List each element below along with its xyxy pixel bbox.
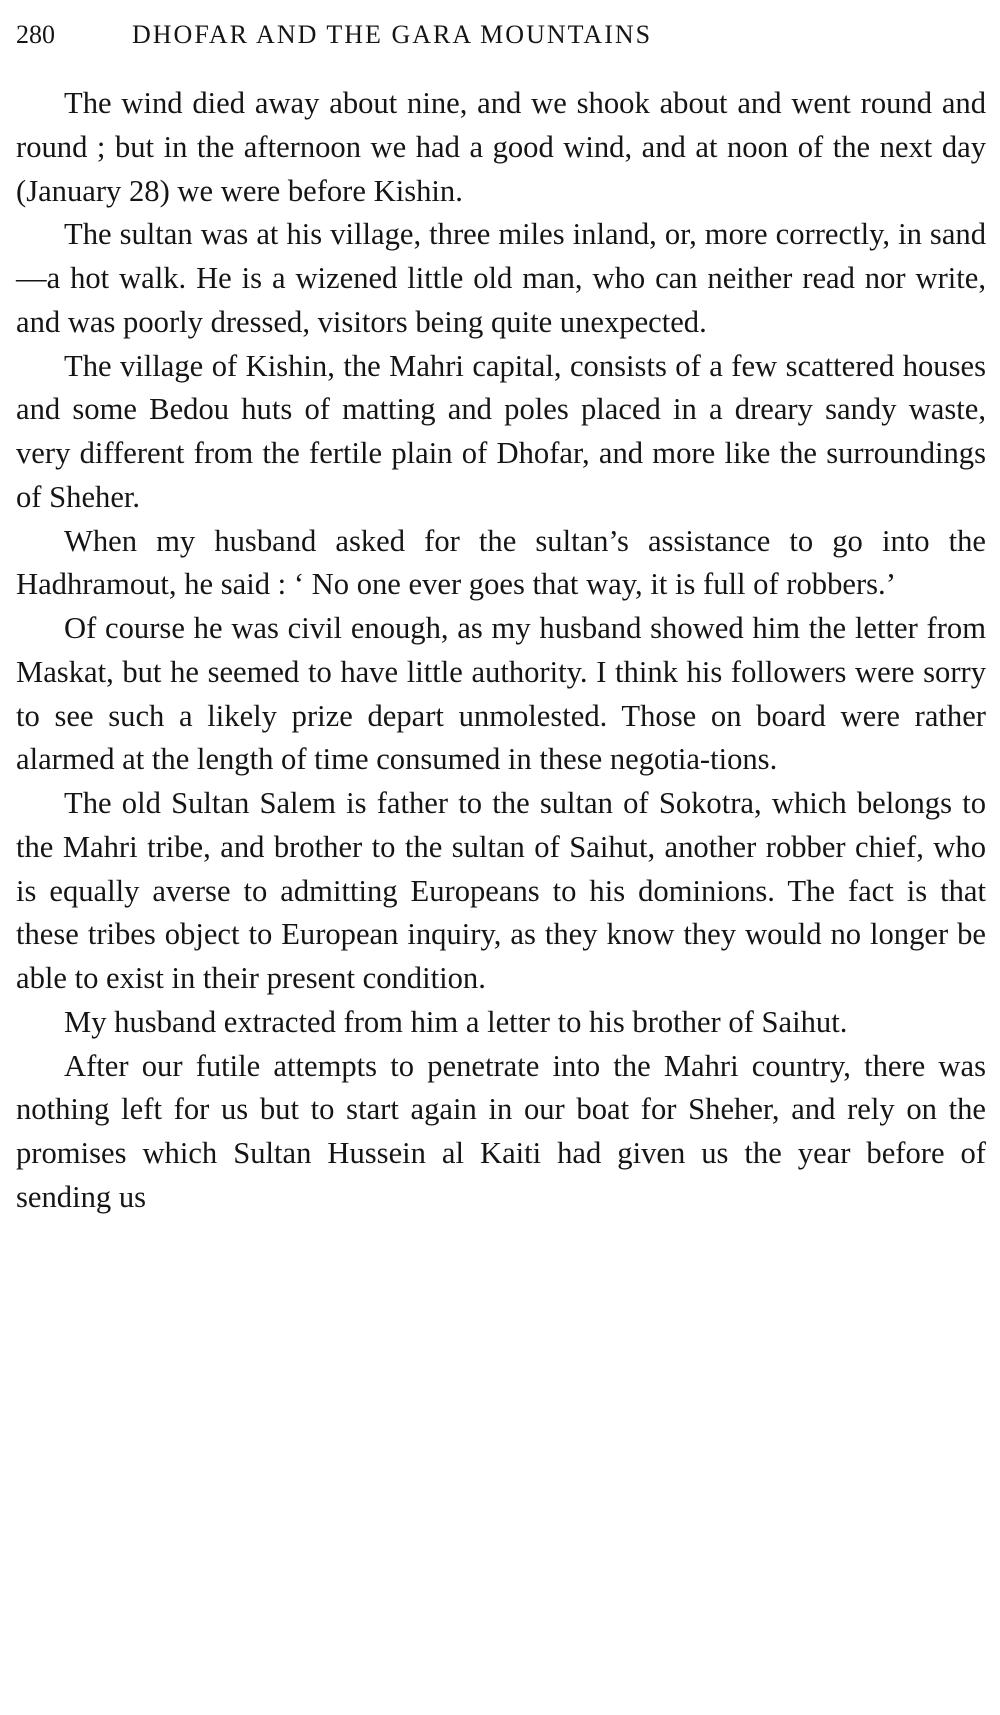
body-text — [16, 82, 986, 1220]
paragraph-kishin-village: The village of Kishin, the Mahri capital, consists of a few scattered houses and some Bedou huts of matting and poles placed in a dreary sandy waste, very different from the fertile plain of Dhofar, and more like the surroundings of Sheher. — [16, 348, 986, 514]
paragraph-sultan-village: The sultan was at his village, three miles inland, or, more correctly, in sand—a hot walk. He is a wizened little old man, who can neither read nor write, and was poorly dressed, visitors being quite unexpected. — [16, 217, 986, 339]
paragraph-assistance-request: When my husband asked for the sultan’s assistance to go into the Hadhramout, he said : ‘ No one ever goes that way, it is full of robbers.’ — [16, 523, 986, 602]
paragraph-letter-to-brother: My husband extracted from him a letter to his brother of Saihut. — [64, 1004, 848, 1039]
paragraph-futile-attempts: After our futile attempts to penetrate into the Mahri country, there was nothing left for us but to start again in our boat for Sheher, and rely on the promises which Sultan Hussein al Kaiti had given us the year before of sending us — [16, 1048, 986, 1214]
paragraph-wind: The wind died away about nine, and we shook about and went round and round ; but in the afternoon we had a good wind, and at noon of the next day (January 28) we were before Kishin. — [16, 86, 986, 208]
paragraph-sultan-salem: The old Sultan Salem is father to the sultan of Sokotra, which belongs to the Mahri tribe, and brother to the sultan of Saihut, another robber chief, who is equally averse to admitting Europeans to his dominions. The fact is that these tribes object to European inquiry, as they know they would no longer be able to exist in their present condition. — [16, 786, 986, 995]
page-number: 280 — [16, 20, 55, 49]
running-head — [16, 10, 984, 60]
running-title: DHOFAR AND THE GARA MOUNTAINS — [132, 20, 653, 49]
paragraph-civil-enough: Of course he was civil enough, as my husband showed him the letter from Maskat, but he seemed to have little authority. I think his followers were sorry to see such a likely prize depart unmolested. Those on board were rather alarmed at the length of time consumed in these negotia-tions. — [16, 611, 986, 777]
